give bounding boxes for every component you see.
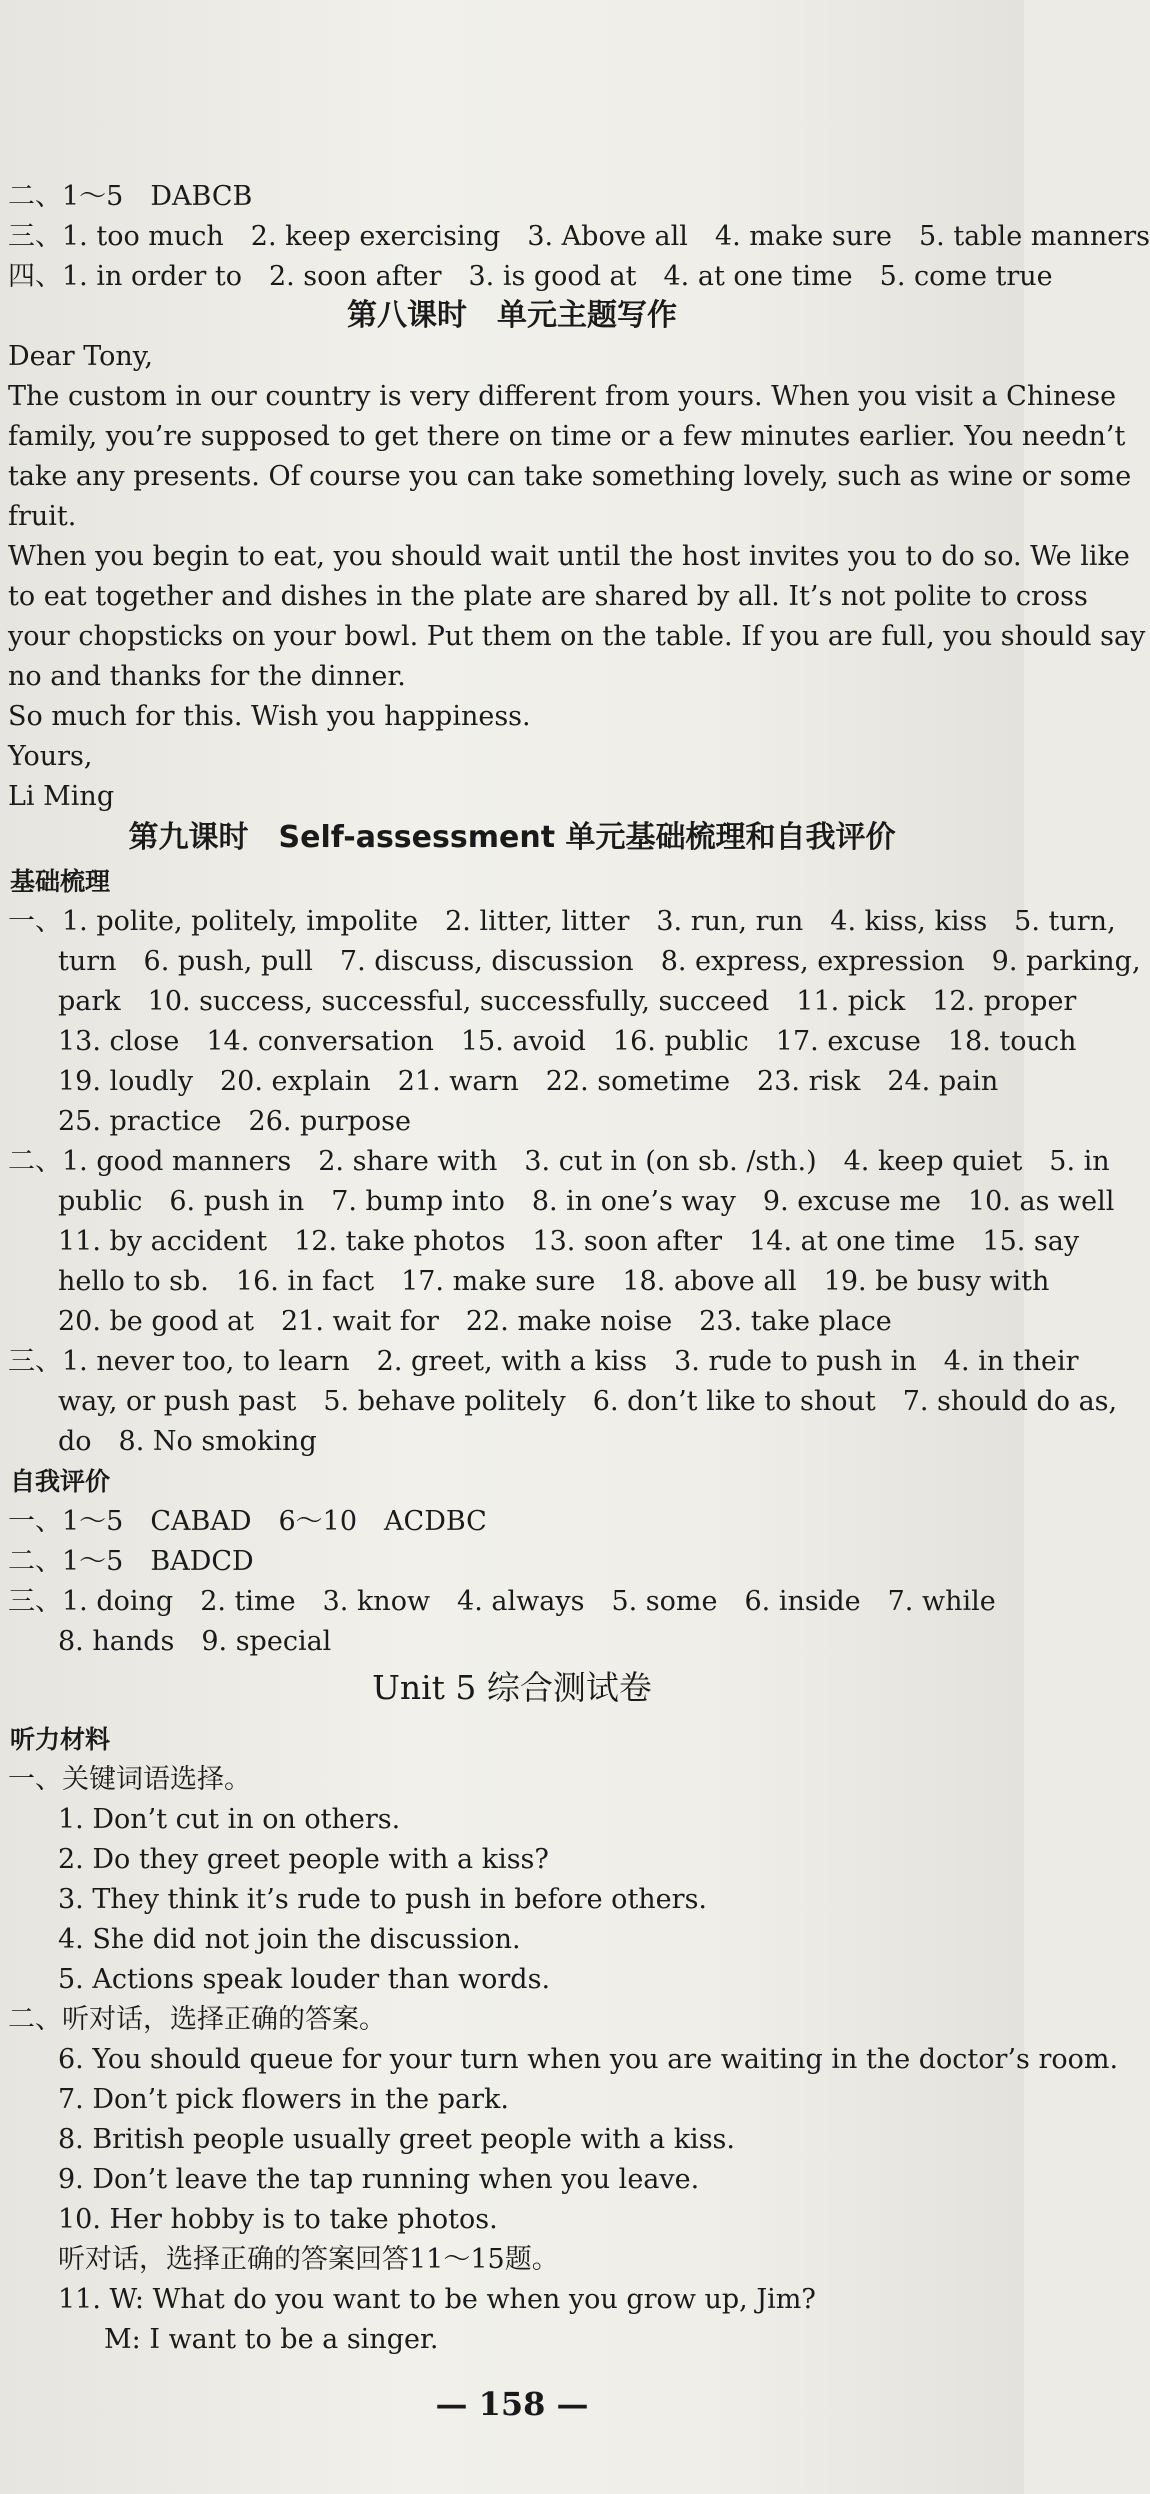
listening-line: 3. They think it’s rude to push in before others. [58, 1884, 708, 1915]
phrase-line: 11. by accident 12. take photos 13. soon after 14. at one time 15. say [58, 1226, 1080, 1257]
letter-line: family, you’re supposed to get there on time or a few minutes earlier. You needn’t [8, 421, 1126, 452]
letter-line: Yours, [8, 741, 93, 772]
basics-line: turn 6. push, pull 7. discuss, discussion 8. express, expression 9. parking, [58, 946, 1141, 977]
basics-line: 25. practice 26. purpose [58, 1106, 411, 1137]
letter-line: take any presents. Of course you can take something lovely, such as wine or some [8, 461, 1132, 492]
unit-test-title: Unit 5 综合测试卷 [372, 1668, 652, 1707]
listening-heading: 听力材料 [10, 1725, 111, 1754]
letter-line: Dear Tony, [8, 341, 154, 372]
self-eval-line: 三、1. doing 2. time 3. know 4. always 5. some 6. inside 7. while [8, 1586, 996, 1617]
listening-line: 二、听对话，选择正确的答案。 [8, 2004, 386, 2035]
self-eval-heading: 自我评价 [10, 1467, 111, 1496]
listening-line: 听对话，选择正确的答案回答11～15题。 [58, 2244, 559, 2275]
self-eval-line: 二、1～5 BADCD [8, 1546, 254, 1577]
self-eval-line: 8. hands 9. special [58, 1626, 332, 1657]
listening-line: 2. Do they greet people with a kiss? [58, 1844, 549, 1875]
listening-line: 9. Don’t leave the tap running when you leave. [58, 2164, 700, 2195]
answer-line: 三、1. too much 2. keep exercising 3. Above all 4. make sure 5. table manners [8, 221, 1150, 252]
basics-line: 19. loudly 20. explain 21. warn 22. sometime 23. risk 24. pain [58, 1066, 999, 1097]
sentence-line: way, or push past 5. behave politely 6. don’t like to shout 7. should do as, [58, 1386, 1118, 1417]
phrase-line: 20. be good at 21. wait for 22. make noise 23. take place [58, 1306, 892, 1337]
listening-line: 一、关键词语选择。 [8, 1764, 251, 1795]
basics-line: park 10. success, successful, successfully, succeed 11. pick 12. proper [58, 986, 1077, 1017]
letter-line: When you begin to eat, you should wait until the host invites you to do so. We like [8, 541, 1130, 572]
listening-line: 10. Her hobby is to take photos. [58, 2204, 498, 2235]
letter-line: Li Ming [8, 781, 115, 812]
basics-line: 一、1. polite, politely, impolite 2. litter, litter 3. run, run 4. kiss, kiss 5. turn, [8, 906, 1116, 937]
sentence-line: do 8. No smoking [58, 1426, 317, 1457]
letter-line: fruit. [8, 501, 77, 532]
listening-line: 1. Don’t cut in on others. [58, 1804, 401, 1835]
phrase-line: public 6. push in 7. bump into 8. in one’s way 9. excuse me 10. as well [58, 1186, 1115, 1217]
sentence-line: 三、1. never too, to learn 2. greet, with a kiss 3. rude to push in 4. in their [8, 1346, 1079, 1377]
basics-heading: 基础梳理 [10, 867, 111, 896]
answer-line: 四、1. in order to 2. soon after 3. is good at 4. at one time 5. come true [8, 261, 1053, 292]
listening-line: 5. Actions speak louder than words. [58, 1964, 551, 1995]
letter-line: your chopsticks on your bowl. Put them on the table. If you are full, you should say [8, 621, 1146, 652]
listening-line: 11. W: What do you want to be when you grow up, Jim? [58, 2284, 816, 2315]
self-eval-line: 一、1～5 CABAD 6～10 ACDBC [8, 1506, 487, 1537]
lesson8-title: 第八课时 单元主题写作 [347, 298, 677, 333]
basics-line: 13. close 14. conversation 15. avoid 16. public 17. excuse 18. touch [58, 1026, 1077, 1057]
listening-line: 6. You should queue for your turn when you are waiting in the doctor’s room. [58, 2044, 1119, 2075]
listening-line: 4. She did not join the discussion. [58, 1924, 521, 1955]
phrase-line: hello to sb. 16. in fact 17. make sure 18. above all 19. be busy with [58, 1266, 1050, 1297]
listening-line: M: I want to be a singer. [104, 2324, 439, 2355]
letter-line: The custom in our country is very different from yours. When you visit a Chinese [8, 381, 1117, 412]
letter-line: So much for this. Wish you happiness. [8, 701, 531, 732]
page-number: — 158 — [435, 2385, 589, 2423]
listening-line: 7. Don’t pick flowers in the park. [58, 2084, 509, 2115]
letter-line: no and thanks for the dinner. [8, 661, 406, 692]
answer-line: 二、1～5 DABCB [8, 181, 253, 212]
lesson9-title: 第九课时 Self-assessment 单元基础梳理和自我评价 [128, 820, 896, 855]
letter-line: to eat together and dishes in the plate are shared by all. It’s not polite to cross [8, 581, 1088, 612]
listening-line: 8. British people usually greet people with a kiss. [58, 2124, 735, 2155]
phrase-line: 二、1. good manners 2. share with 3. cut in (on sb. /sth.) 4. keep quiet 5. in [8, 1146, 1110, 1177]
